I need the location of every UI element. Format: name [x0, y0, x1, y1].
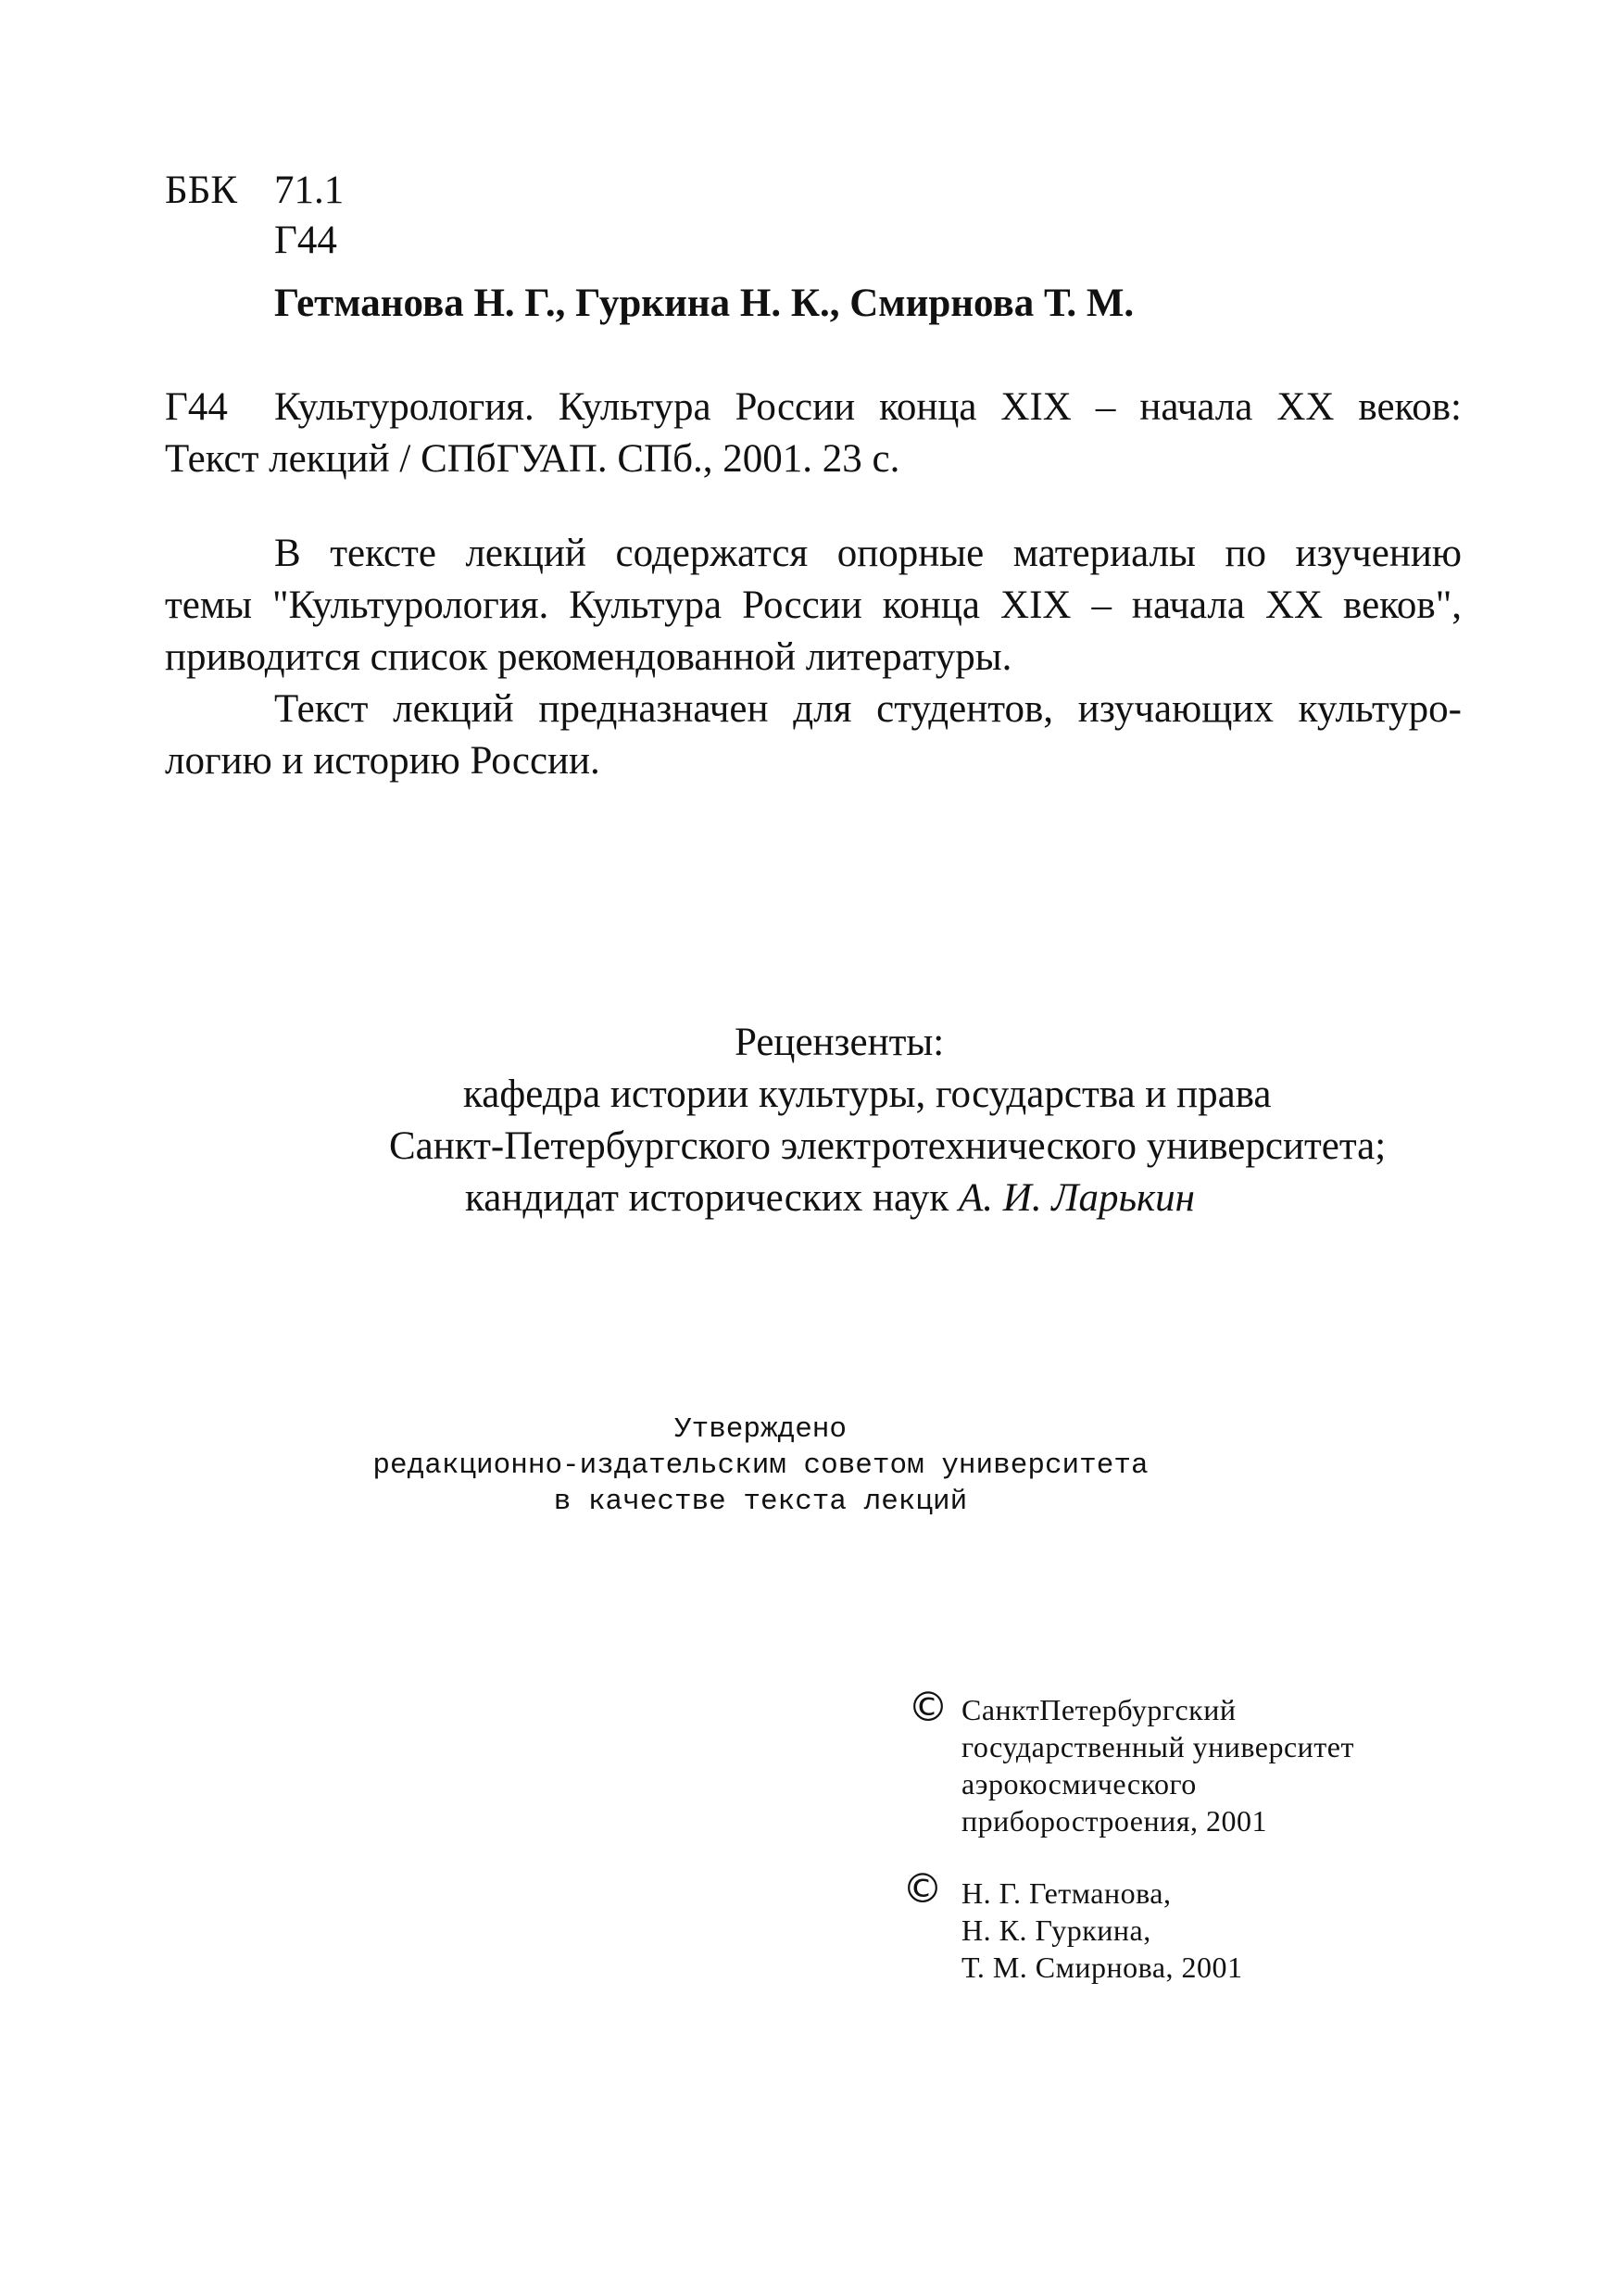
reviewers-line-2: Санкт-Петербургского электротехнического университета;	[389, 1124, 1387, 1168]
reviewers-heading: Рецензенты:	[735, 1021, 945, 1064]
bbk-label: ББК	[165, 169, 238, 212]
approval-line-3-text: в качестве текста лекций	[553, 1486, 968, 1518]
author-mark: Г44	[274, 219, 337, 262]
abstract-p1-line-2-text: темы "Культурология. Культура России конца XIX – начала XX веков",	[165, 583, 1462, 627]
abstract-p2-line-1-text: Текст лекций предназначен для студентов, изучающих культуро-	[274, 687, 1462, 731]
bibliographic-line-1-text: Культурология. Культура России конца XIX – начала XX веков:	[274, 385, 1462, 429]
copyright-author-line-3: Т. М. Смирнова, 2001	[961, 1951, 1243, 1984]
bbk-code: 71.1	[274, 169, 345, 212]
bibliographic-mark: Г44	[165, 385, 228, 429]
copyright-author-line-1: Н. Г. Гетманова,	[961, 1876, 1172, 1910]
approval-line-1	[0, 1411, 1621, 1448]
copyright-org-line-4: приборостроения, 2001	[961, 1804, 1267, 1838]
copyright-org-line-3: аэрокосмического	[961, 1767, 1197, 1800]
copyright-org-line-2: государственный университет	[961, 1730, 1354, 1763]
approval-line-3	[0, 1484, 1621, 1520]
copyright-icon: ©	[908, 1684, 949, 1731]
abstract-p1-line-1	[165, 528, 1462, 580]
reviewer-degree: кандидат исторических наук	[465, 1176, 960, 1220]
approval-line-2-text: редакционно-издательским советом университета	[372, 1449, 1149, 1482]
authors-line: Гетманова Н. Г., Гуркина Н. К., Смирнова Т. М.	[274, 282, 1135, 325]
abstract-p2-line-2: логию и историю России.	[165, 739, 600, 783]
reviewers-line-1: кафедра истории культуры, государства и права	[463, 1073, 1272, 1116]
copyright-organization	[961, 1691, 1354, 1839]
abstract-p1-line-2	[165, 580, 1462, 632]
copyright-org-line-1: СанктПетербургский	[961, 1693, 1237, 1726]
bibliographic-line-2: Текст лекций / СПбГУАП. СПб., 2001. 23 с.	[165, 437, 900, 481]
copyright-authors	[961, 1875, 1243, 1986]
abstract-p1-line-1-text: В тексте лекций содержатся опорные материалы по изучению	[274, 532, 1462, 575]
abstract-p2-line-1	[165, 684, 1462, 735]
abstract-p1-line-3: приводится список рекомендованной литературы.	[165, 635, 1012, 679]
copyright-icon: ©	[902, 1865, 943, 1913]
approval-line-2	[0, 1448, 1621, 1484]
reviewers-line-3	[465, 1173, 1195, 1224]
reviewer-name: А. И. Ларькин	[959, 1176, 1195, 1220]
copyright-author-line-2: Н. К. Гуркина,	[961, 1913, 1151, 1947]
approval-line-1-text: Утверждено	[673, 1413, 848, 1446]
